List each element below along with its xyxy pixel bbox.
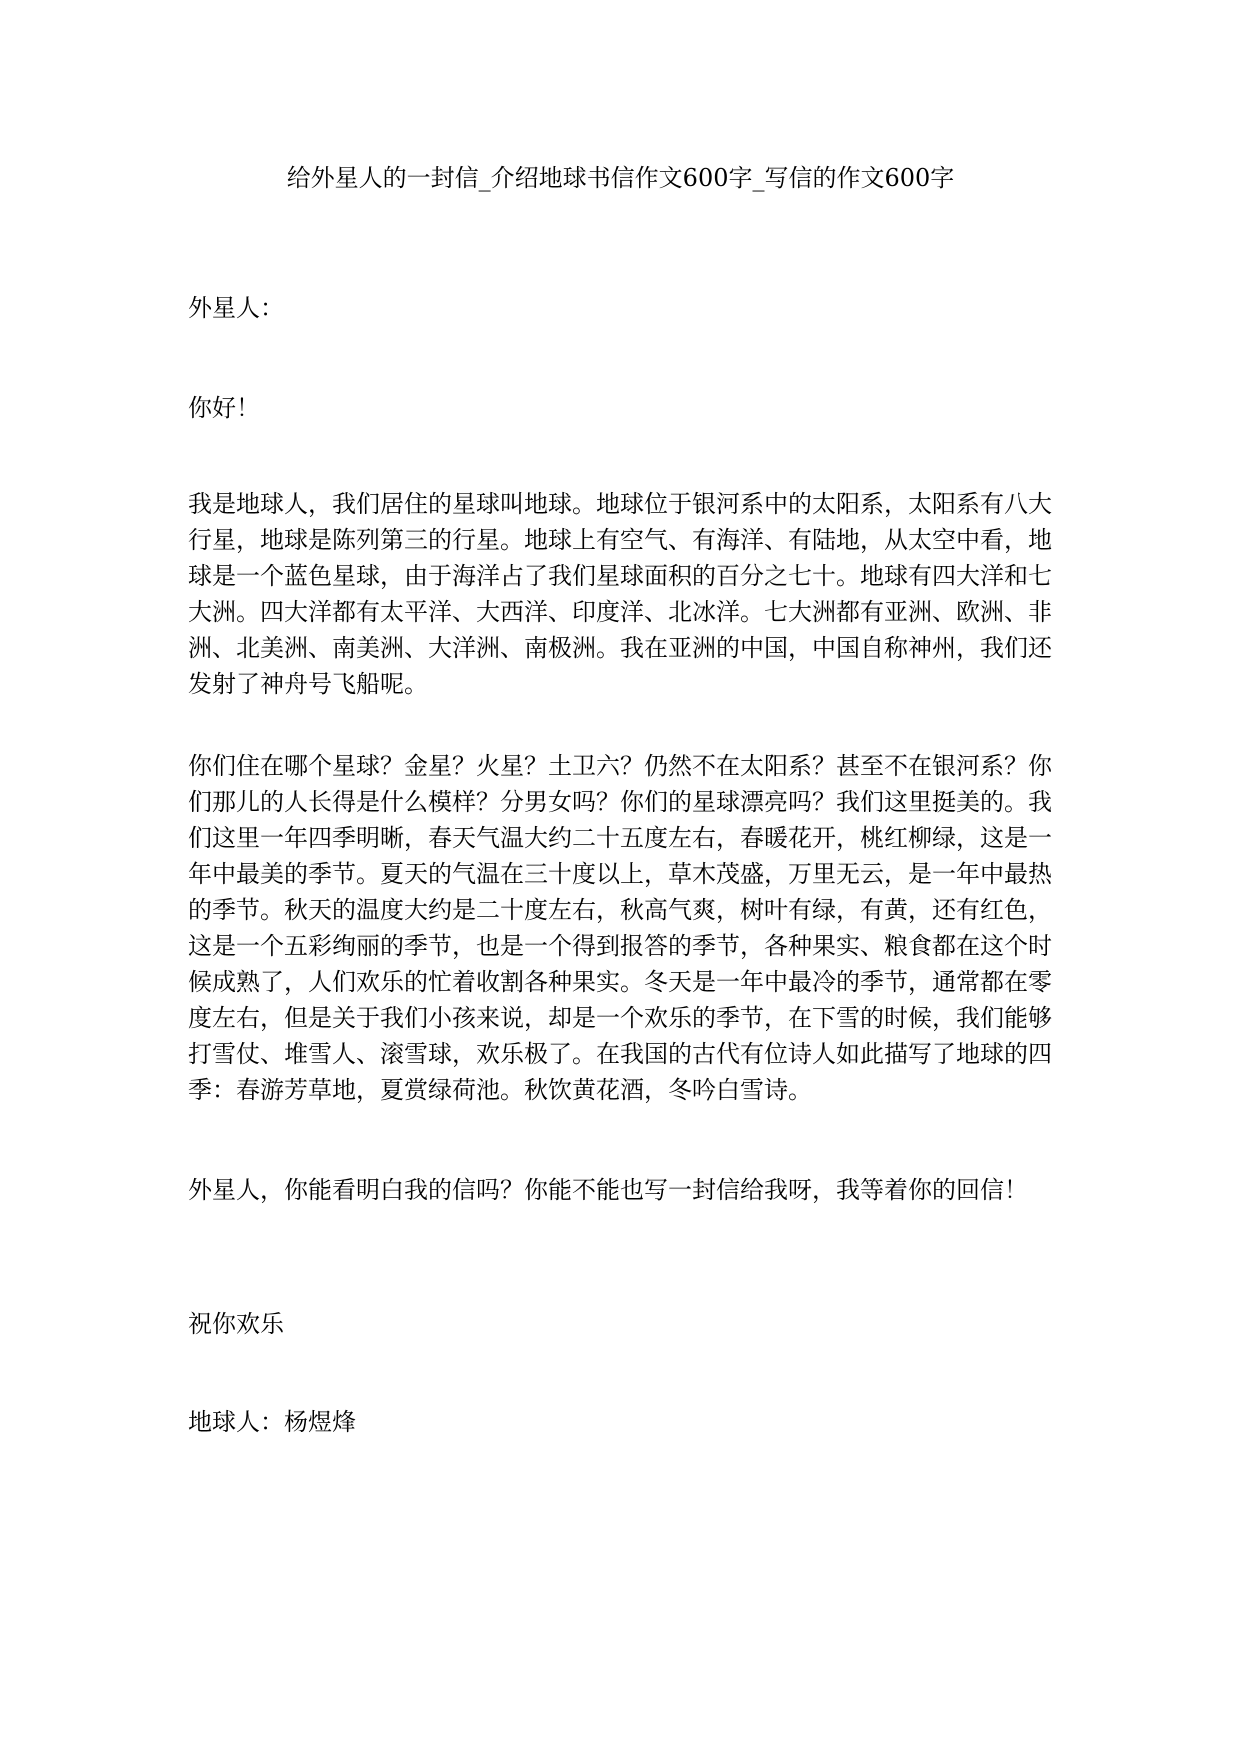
document-title: 给外星人的一封信_介绍地球书信作文600字_写信的作文600字 bbox=[286, 164, 955, 192]
letter-paragraph-earth-intro: 我是地球人，我们居住的星球叫地球。地球位于银河系中的太阳系，太阳系有八大行星，地球是陈列第三的行星。地球上有空气、有海洋、有陆地，从太空中看，地球是一个蓝色星球，由于海洋占了我们星球面积的百分之七十。地球有四大洋和七大洲。四大洋都有太平洋、大西洋、印度洋、北冰洋。七大洲都有亚洲、欧洲、非洲、北美洲、南美洲、大洋洲、南极洲。我在亚洲的中国，中国自称神州，我们还发射了神舟号飞船呢。 bbox=[188, 490, 1052, 698]
letter-wish: 祝你欢乐 bbox=[188, 1310, 284, 1338]
letter-greeting: 你好！ bbox=[188, 394, 260, 422]
letter-closing: 外星人，你能看明白我的信吗？你能不能也写一封信给我呀，我等着你的回信！ bbox=[188, 1176, 1028, 1204]
letter-signature: 地球人：杨煜烽 bbox=[188, 1408, 356, 1436]
letter-paragraph-seasons: 你们住在哪个星球？金星？火星？土卫六？仍然不在太阳系？甚至不在银河系？你们那儿的人长得是什么模样？分男女吗？你们的星球漂亮吗？我们这里挺美的。我们这里一年四季明晰，春天气温大约二十五度左右，春暖花开，桃红柳绿，这是一年中最美的季节。夏天的气温在三十度以上，草木茂盛，万里无云，是一年中最热的季节。秋天的温度大约是二十度左右，秋高气爽，树叶有绿，有黄，还有红色，这是一个五彩绚丽的季节，也是一个得到报答的季节，各种果实、粮食都在这个时候成熟了，人们欢乐的忙着收割各种果实。冬天是一年中最冷的季节，通常都在零度左右，但是关于我们小孩来说，却是一个欢乐的季节，在下雪的时候，我们能够打雪仗、堆雪人、滚雪球，欢乐极了。在我国的古代有位诗人如此描写了地球的四季：春游芳草地，夏赏绿荷池。秋饮黄花酒，冬吟白雪诗。 bbox=[188, 752, 1052, 1104]
letter-salutation: 外星人： bbox=[188, 294, 284, 322]
